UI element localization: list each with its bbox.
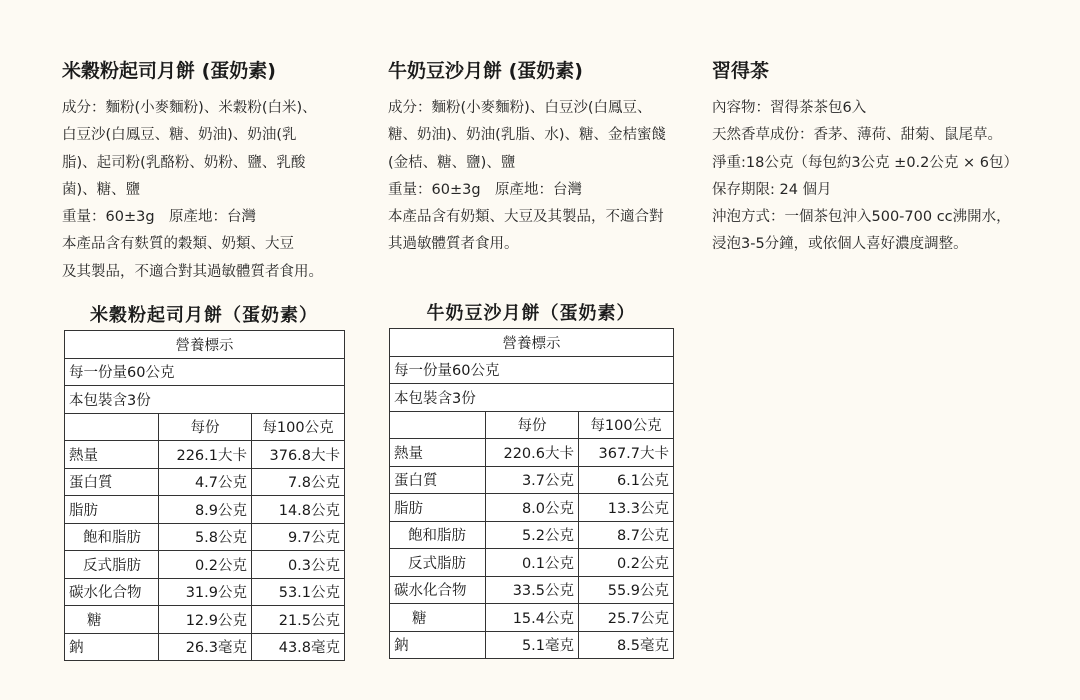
row-label: 熱量 bbox=[390, 439, 486, 467]
description-line: 淨重:18公克（每包約3公克 ±0.2公克 × 6包） bbox=[712, 154, 1018, 171]
table-row bbox=[65, 358, 345, 386]
table-row bbox=[390, 411, 674, 439]
table-row bbox=[390, 356, 674, 384]
row-label: 碳水化合物 bbox=[390, 576, 486, 604]
description-line: 其過敏體質者食用。 bbox=[388, 236, 519, 253]
row-label: 反式脂肪 bbox=[65, 551, 159, 579]
value-per-serving: 0.1公克 bbox=[486, 549, 579, 577]
description-line: 菌)、糖、鹽 bbox=[62, 181, 141, 198]
table-row bbox=[65, 386, 345, 414]
value-per-100g: 53.1公克 bbox=[252, 578, 345, 606]
row-label: 熱量 bbox=[65, 441, 159, 469]
table-row bbox=[390, 631, 674, 659]
serving-size: 每一份量60公克 bbox=[390, 356, 674, 384]
col-header-per-serving: 每份 bbox=[486, 411, 579, 439]
table-row bbox=[65, 523, 345, 551]
table-row bbox=[390, 604, 674, 632]
nutrition-header: 營養標示 bbox=[390, 329, 674, 357]
nutrition-table bbox=[389, 328, 674, 659]
table-row bbox=[390, 384, 674, 412]
value-per-100g: 0.2公克 bbox=[579, 549, 674, 577]
table-row bbox=[390, 439, 674, 467]
product-title: 米穀粉起司月餅 (蛋奶素) bbox=[62, 60, 276, 82]
value-per-serving: 8.9公克 bbox=[159, 496, 252, 524]
servings-per-pack: 本包裝含3份 bbox=[65, 386, 345, 414]
table-row bbox=[65, 331, 345, 359]
value-per-serving: 8.0公克 bbox=[486, 494, 579, 522]
row-label: 脂肪 bbox=[65, 496, 159, 524]
product-title: 習得茶 bbox=[712, 60, 770, 82]
description-line: 內容物：習得茶茶包6入 bbox=[712, 100, 867, 116]
value-per-serving: 5.8公克 bbox=[159, 523, 252, 551]
description-line: 重量：60±3g 原產地：台灣 bbox=[388, 181, 583, 198]
row-label: 反式脂肪 bbox=[390, 549, 486, 577]
row-label: 脂肪 bbox=[390, 494, 486, 522]
description-line: (金桔、糖、鹽)、鹽 bbox=[388, 154, 516, 171]
product-description bbox=[712, 95, 1052, 259]
product-cheese-mooncake bbox=[62, 58, 372, 286]
description-line: 重量：60±3g 原產地：台灣 bbox=[62, 209, 257, 226]
value-per-serving: 4.7公克 bbox=[159, 468, 252, 496]
row-label: 飽和脂肪 bbox=[65, 523, 159, 551]
value-per-100g: 0.3公克 bbox=[252, 551, 345, 579]
product-herbal-tea bbox=[712, 58, 1052, 259]
value-per-100g: 8.7公克 bbox=[579, 521, 674, 549]
product-milk-bean-mooncake bbox=[388, 58, 698, 259]
serving-size: 每一份量60公克 bbox=[65, 358, 345, 386]
value-per-serving: 12.9公克 bbox=[159, 606, 252, 634]
description-line: 糖、奶油)、奶油(乳脂、水)、糖、金桔蜜餞 bbox=[388, 127, 666, 144]
col-header-per-100g: 每100公克 bbox=[579, 411, 674, 439]
value-per-serving: 26.3毫克 bbox=[159, 633, 252, 661]
servings-per-pack: 本包裝含3份 bbox=[390, 384, 674, 412]
value-per-serving: 0.2公克 bbox=[159, 551, 252, 579]
table-row bbox=[390, 494, 674, 522]
description-line: 浸泡3-5分鐘，或依個人喜好濃度調整。 bbox=[712, 236, 968, 253]
table-row bbox=[65, 551, 345, 579]
nutrition-title: 牛奶豆沙月餅（蛋奶素） bbox=[426, 303, 636, 324]
value-per-100g: 55.9公克 bbox=[579, 576, 674, 604]
description-line: 成分：麵粉(小麥麵粉)、白豆沙(白鳳豆、 bbox=[388, 100, 652, 116]
nutrition-label-milk-bean-mooncake bbox=[389, 300, 673, 659]
table-row bbox=[390, 329, 674, 357]
value-per-100g: 376.8大卡 bbox=[252, 441, 345, 469]
value-per-serving: 5.2公克 bbox=[486, 521, 579, 549]
description-line: 天然香草成份：香茅、薄荷、甜菊、鼠尾草。 bbox=[712, 127, 1002, 144]
product-title: 牛奶豆沙月餅 (蛋奶素) bbox=[388, 60, 583, 82]
value-per-serving: 31.9公克 bbox=[159, 578, 252, 606]
nutrition-table bbox=[64, 330, 345, 661]
table-row bbox=[390, 576, 674, 604]
value-per-serving: 5.1毫克 bbox=[486, 631, 579, 659]
table-row bbox=[65, 413, 345, 441]
value-per-serving: 15.4公克 bbox=[486, 604, 579, 632]
value-per-100g: 8.5毫克 bbox=[579, 631, 674, 659]
value-per-serving: 3.7公克 bbox=[486, 466, 579, 494]
value-per-100g: 25.7公克 bbox=[579, 604, 674, 632]
empty-cell bbox=[390, 411, 486, 439]
table-row bbox=[390, 549, 674, 577]
row-label: 鈉 bbox=[390, 631, 486, 659]
table-row bbox=[65, 633, 345, 661]
value-per-100g: 9.7公克 bbox=[252, 523, 345, 551]
table-row bbox=[65, 441, 345, 469]
table-row bbox=[390, 521, 674, 549]
table-row bbox=[65, 496, 345, 524]
value-per-100g: 367.7大卡 bbox=[579, 439, 674, 467]
value-per-serving: 220.6大卡 bbox=[486, 439, 579, 467]
value-per-serving: 33.5公克 bbox=[486, 576, 579, 604]
row-label: 糖 bbox=[390, 604, 486, 632]
description-line: 沖泡方式：一個茶包沖入500-700 cc沸開水， bbox=[712, 209, 1011, 226]
row-label: 飽和脂肪 bbox=[390, 521, 486, 549]
description-line: 本產品含有麩質的穀類、奶類、大豆 bbox=[62, 236, 294, 253]
table-row bbox=[65, 578, 345, 606]
row-label: 糖 bbox=[65, 606, 159, 634]
nutrition-header: 營養標示 bbox=[65, 331, 345, 359]
table-row bbox=[65, 468, 345, 496]
empty-cell bbox=[65, 413, 159, 441]
value-per-100g: 6.1公克 bbox=[579, 466, 674, 494]
row-label: 碳水化合物 bbox=[65, 578, 159, 606]
description-line: 本產品含有奶類、大豆及其製品，不適合對 bbox=[388, 209, 664, 226]
description-line: 脂)、起司粉(乳酪粉、奶粉、鹽、乳酸 bbox=[62, 154, 306, 171]
product-description bbox=[388, 95, 698, 259]
value-per-100g: 21.5公克 bbox=[252, 606, 345, 634]
table-row bbox=[390, 466, 674, 494]
row-label: 鈉 bbox=[65, 633, 159, 661]
value-per-serving: 226.1大卡 bbox=[159, 441, 252, 469]
value-per-100g: 13.3公克 bbox=[579, 494, 674, 522]
nutrition-label-cheese-mooncake bbox=[64, 302, 344, 661]
value-per-100g: 14.8公克 bbox=[252, 496, 345, 524]
product-description bbox=[62, 95, 372, 286]
row-label: 蛋白質 bbox=[65, 468, 159, 496]
value-per-100g: 43.8毫克 bbox=[252, 633, 345, 661]
row-label: 蛋白質 bbox=[390, 466, 486, 494]
value-per-100g: 7.8公克 bbox=[252, 468, 345, 496]
nutrition-title: 米穀粉起司月餅（蛋奶素） bbox=[90, 305, 318, 326]
table-row bbox=[65, 606, 345, 634]
description-line: 白豆沙(白鳳豆、糖、奶油)、奶油(乳 bbox=[62, 127, 297, 144]
description-line: 成分：麵粉(小麥麵粉)、米穀粉(白米)、 bbox=[62, 100, 317, 116]
col-header-per-serving: 每份 bbox=[159, 413, 252, 441]
description-line: 保存期限: 24 個月 bbox=[712, 181, 832, 198]
col-header-per-100g: 每100公克 bbox=[252, 413, 345, 441]
description-line: 及其製品，不適合對其過敏體質者食用。 bbox=[62, 263, 323, 280]
